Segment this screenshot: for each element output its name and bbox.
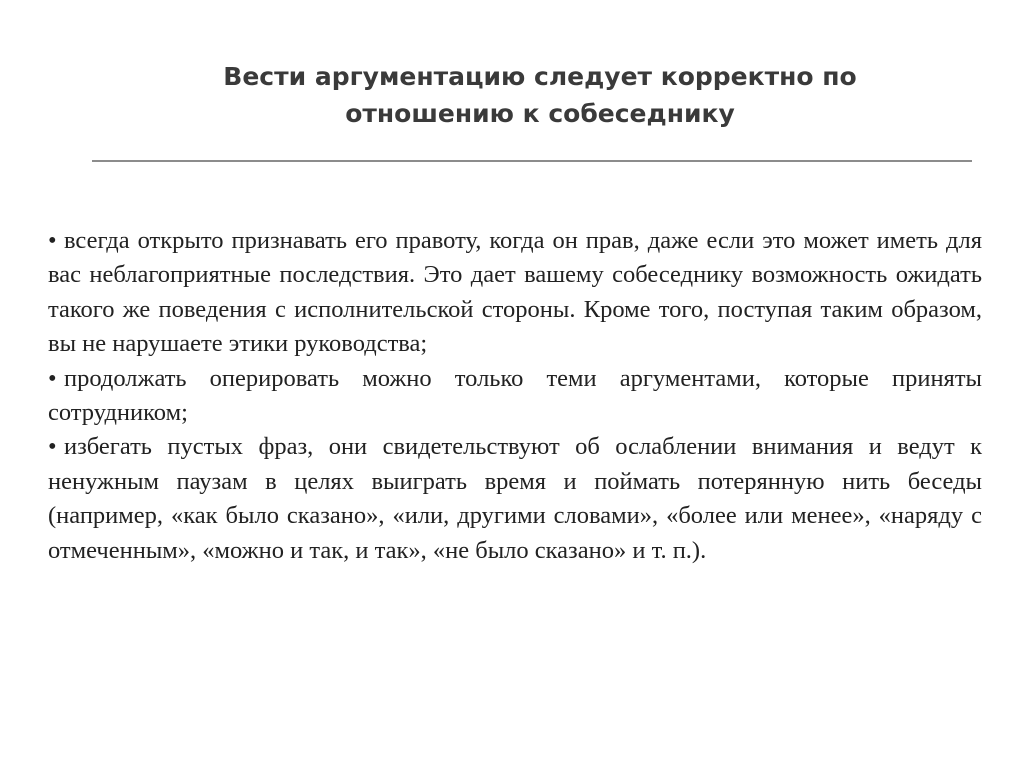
bullet-item-3	[48, 430, 982, 568]
bullet-text-1: всегда открыто признавать его правоту, когда он прав, даже если это может иметь для вас неблагоприятные последствия. Это дает вашему собеседнику возможность ожидать такого же поведения с исполнительской стороны. Кроме того, поступая таким образом, вы не нарушаете этики руководства;	[48, 227, 982, 358]
slide-title	[200, 58, 880, 132]
bullet-text-2: продолжать оперировать можно только теми аргументами, которые приняты сотрудником;	[48, 364, 982, 427]
bullet-text-3: избегать пустых фраз, они свидетельствуют об ослаблении внимания и ведут к ненужным паузам в целях выиграть время и поймать потерянную нить беседы (например, «как было сказано», «или, другими словами», «более или менее», «наряду с отмеченным», «можно и так, и так», «не было сказано» и т. п.).	[48, 433, 982, 564]
bullet-item-1	[48, 224, 982, 362]
title-divider	[92, 160, 972, 162]
bullet-marker: •	[48, 227, 57, 254]
bullet-marker: •	[48, 433, 57, 461]
slide-title-line-2: отношению к собеседнику	[345, 99, 735, 128]
bullet-list	[48, 224, 982, 568]
bullet-marker: •	[48, 364, 57, 392]
bullet-item-2	[48, 362, 982, 431]
slide-title-line-1: Вести аргументацию следует корректно по	[223, 62, 857, 91]
